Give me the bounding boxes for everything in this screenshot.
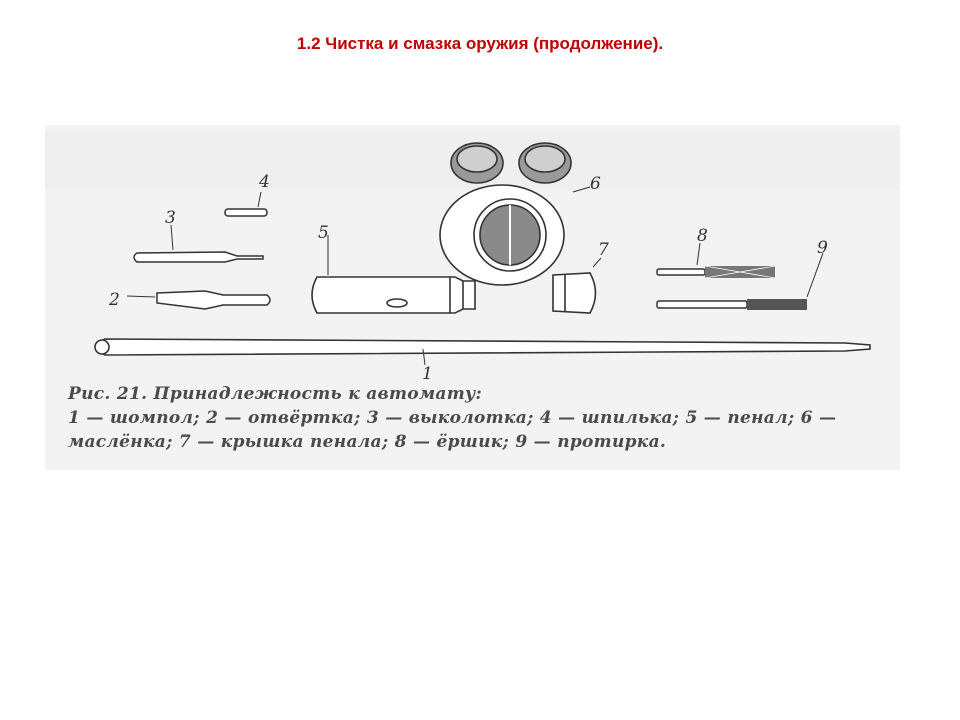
caption-legend-line-1: 1 — шомпол; 2 — отвёртка; 3 — выколотка; 4 — шпилька; 5 — пенал; 6 — xyxy=(68,408,837,428)
slide-title: 1.2 Чистка и смазка оружия (продолжение). xyxy=(296,34,664,53)
item-number-4: 4 xyxy=(259,172,270,192)
item-number-9: 9 xyxy=(817,238,828,258)
item-number-7: 7 xyxy=(598,240,609,260)
figure-caption xyxy=(68,382,898,454)
caption-legend-line-2: маслёнка; 7 — крышка пенала; 8 — ёршик; 9 — протирка. xyxy=(68,432,667,452)
item-number-3: 3 xyxy=(165,208,176,228)
item-number-5: 5 xyxy=(318,223,329,243)
item-number-8: 8 xyxy=(697,226,708,246)
item-number-6: 6 xyxy=(590,174,601,194)
caption-title: Рис. 21. Принадлежность к автомату: xyxy=(68,384,483,404)
item-number-1: 1 xyxy=(422,364,433,384)
item-number-2: 2 xyxy=(109,290,120,310)
